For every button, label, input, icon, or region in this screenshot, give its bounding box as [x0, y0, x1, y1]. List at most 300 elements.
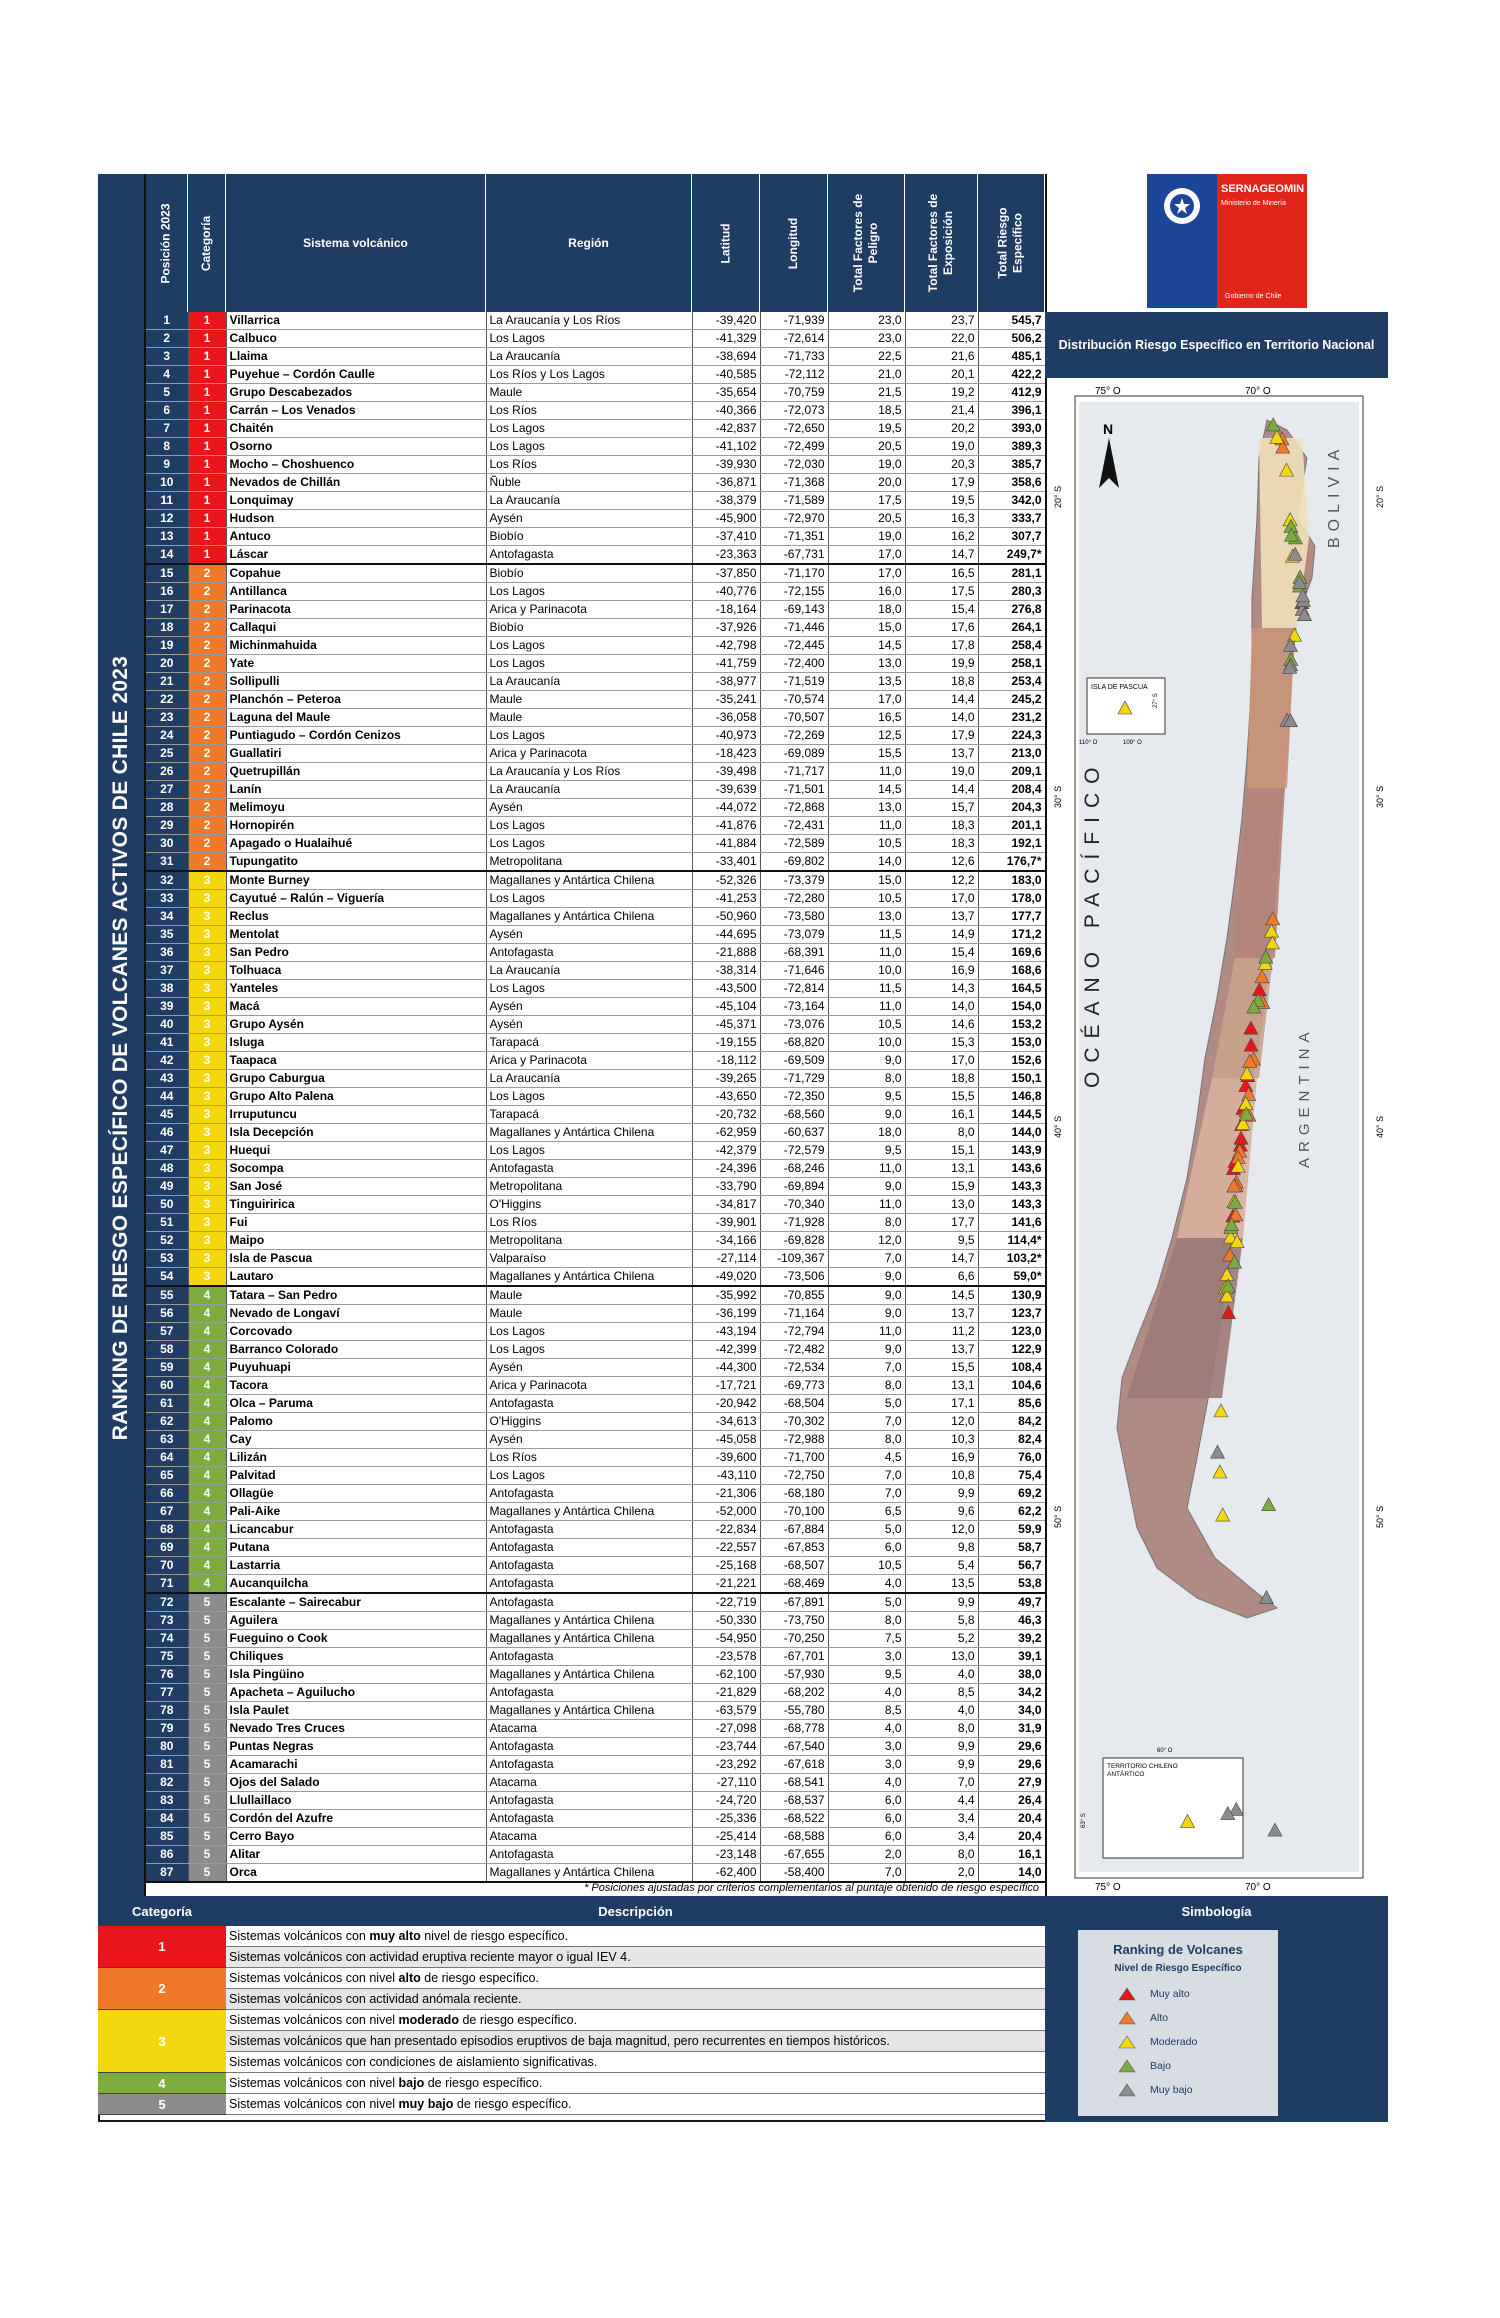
longitude-cell: -69,894 [760, 1178, 828, 1196]
system-name-cell: Fui [226, 1214, 486, 1232]
system-name-cell: Palvitad [226, 1467, 486, 1485]
category-cell: 3 [188, 1088, 226, 1106]
exposure-cell: 15,3 [905, 1034, 978, 1052]
category-cell: 3 [188, 1124, 226, 1142]
longitude-cell: -70,574 [760, 691, 828, 709]
risk-cell: 201,1 [978, 817, 1045, 835]
category-cell: 1 [188, 510, 226, 528]
position-cell: 4 [146, 366, 188, 384]
longitude-cell: -67,618 [760, 1756, 828, 1774]
risk-cell: 342,0 [978, 492, 1045, 510]
exposure-cell: 14,0 [905, 709, 978, 727]
header-region: Región [486, 174, 692, 312]
category-cell: 4 [188, 1539, 226, 1557]
position-cell: 75 [146, 1648, 188, 1666]
category-cell: 4 [188, 1467, 226, 1485]
exposure-cell: 15,4 [905, 601, 978, 619]
category-cell: 2 [188, 709, 226, 727]
longitude-cell: -71,646 [760, 962, 828, 980]
exposure-cell: 9,9 [905, 1485, 978, 1503]
svg-text:50° S: 50° S [1053, 1505, 1063, 1528]
table-row [146, 655, 1045, 673]
longitude-cell: -68,504 [760, 1395, 828, 1413]
position-cell: 48 [146, 1160, 188, 1178]
hazard-cell: 6,5 [828, 1503, 905, 1521]
longitude-cell: -72,073 [760, 402, 828, 420]
document-title-band [98, 174, 146, 1922]
exposure-cell: 17,9 [905, 474, 978, 492]
hazard-cell: 9,0 [828, 1052, 905, 1070]
hazard-cell: 19,0 [828, 528, 905, 546]
table-row [146, 781, 1045, 799]
longitude-cell: -72,269 [760, 727, 828, 745]
hazard-cell: 7,0 [828, 1485, 905, 1503]
system-name-cell: Villarrica [226, 312, 486, 330]
longitude-cell: -73,506 [760, 1268, 828, 1287]
region-cell: Los Lagos [486, 438, 692, 456]
system-name-cell: Osorno [226, 438, 486, 456]
system-name-cell: Grupo Caburgua [226, 1070, 486, 1088]
risk-cell: 164,5 [978, 980, 1045, 998]
position-cell: 7 [146, 420, 188, 438]
latitude-cell: -21,829 [692, 1684, 760, 1702]
longitude-cell: -72,650 [760, 420, 828, 438]
latitude-cell: -40,973 [692, 727, 760, 745]
table-row [146, 1323, 1045, 1341]
risk-cell: 213,0 [978, 745, 1045, 763]
longitude-cell: -71,717 [760, 763, 828, 781]
category-cell: 4 [188, 1503, 226, 1521]
system-name-cell: Hudson [226, 510, 486, 528]
exposure-cell: 4,0 [905, 1702, 978, 1720]
category-cell: 4 [188, 1557, 226, 1575]
system-name-cell: Escalante – Sairecabur [226, 1593, 486, 1612]
position-cell: 51 [146, 1214, 188, 1232]
hazard-cell: 14,5 [828, 781, 905, 799]
latitude-cell: -35,654 [692, 384, 760, 402]
hazard-cell: 23,0 [828, 330, 905, 348]
position-cell: 32 [146, 871, 188, 890]
position-cell: 30 [146, 835, 188, 853]
system-name-cell: Quetrupillán [226, 763, 486, 781]
exposure-cell: 5,8 [905, 1612, 978, 1630]
hazard-cell: 12,0 [828, 1232, 905, 1250]
longitude-cell: -72,750 [760, 1467, 828, 1485]
latitude-cell: -41,253 [692, 890, 760, 908]
position-cell: 52 [146, 1232, 188, 1250]
table-row [146, 871, 1045, 890]
region-cell: Aysén [486, 510, 692, 528]
hazard-cell: 4,0 [828, 1684, 905, 1702]
risk-cell: 169,6 [978, 944, 1045, 962]
table-row [146, 1503, 1045, 1521]
latitude-cell: -43,110 [692, 1467, 760, 1485]
svg-text:30° S: 30° S [1053, 785, 1063, 808]
latitude-cell: -21,306 [692, 1485, 760, 1503]
category-cell: 3 [188, 871, 226, 890]
category-cell: 4 [188, 1431, 226, 1449]
chile-map [1047, 378, 1388, 1896]
hazard-cell: 4,5 [828, 1449, 905, 1467]
risk-cell: 168,6 [978, 962, 1045, 980]
system-name-cell: Reclus [226, 908, 486, 926]
exposure-cell: 16,5 [905, 564, 978, 583]
system-name-cell: Yanteles [226, 980, 486, 998]
latitude-cell: -22,834 [692, 1521, 760, 1539]
longitude-cell: -72,988 [760, 1431, 828, 1449]
exposure-cell: 14,9 [905, 926, 978, 944]
region-cell: Maule [486, 709, 692, 727]
table-row [146, 1810, 1045, 1828]
system-name-cell: Isla Pingüino [226, 1666, 486, 1684]
exposure-cell: 20,3 [905, 456, 978, 474]
latitude-cell: -39,600 [692, 1449, 760, 1467]
table-row [146, 637, 1045, 655]
category-cell: 1 [188, 438, 226, 456]
exposure-cell: 15,1 [905, 1142, 978, 1160]
risk-cell: 358,6 [978, 474, 1045, 492]
position-cell: 85 [146, 1828, 188, 1846]
system-name-cell: Acamarachi [226, 1756, 486, 1774]
system-name-cell: Puntiagudo – Cordón Cenizos [226, 727, 486, 745]
region-cell: Magallanes y Antártica Chilena [486, 1702, 692, 1720]
position-cell: 87 [146, 1864, 188, 1883]
latitude-cell: -62,959 [692, 1124, 760, 1142]
table-row [146, 1593, 1045, 1612]
exposure-cell: 14,7 [905, 1250, 978, 1268]
category-cell: 1 [188, 330, 226, 348]
category-cell: 4 [188, 1359, 226, 1377]
table-row [146, 908, 1045, 926]
legend-category-5: 5 [98, 2094, 226, 2115]
map-title: Distribución Riesgo Específico en Territorio Nacional [1045, 312, 1388, 378]
category-cell: 3 [188, 890, 226, 908]
category-cell: 3 [188, 998, 226, 1016]
longitude-cell: -72,431 [760, 817, 828, 835]
system-name-cell: Calbuco [226, 330, 486, 348]
risk-cell: 280,3 [978, 583, 1045, 601]
exposure-cell: 16,2 [905, 528, 978, 546]
position-cell: 16 [146, 583, 188, 601]
position-cell: 11 [146, 492, 188, 510]
risk-cell: 31,9 [978, 1720, 1045, 1738]
risk-cell: 176,7* [978, 853, 1045, 872]
exposure-cell: 18,8 [905, 1070, 978, 1088]
longitude-cell: -72,482 [760, 1341, 828, 1359]
risk-cell: 150,1 [978, 1070, 1045, 1088]
longitude-cell: -72,499 [760, 438, 828, 456]
system-name-cell: Tinguiririca [226, 1196, 486, 1214]
system-name-cell: Sollipulli [226, 673, 486, 691]
category-cell: 5 [188, 1864, 226, 1883]
system-name-cell: Láscar [226, 546, 486, 565]
longitude-cell: -71,170 [760, 564, 828, 583]
category-cell: 4 [188, 1377, 226, 1395]
position-cell: 38 [146, 980, 188, 998]
category-cell: 3 [188, 1034, 226, 1052]
latitude-cell: -37,850 [692, 564, 760, 583]
longitude-cell: -60,637 [760, 1124, 828, 1142]
exposure-cell: 22,0 [905, 330, 978, 348]
risk-cell: 20,4 [978, 1810, 1045, 1828]
table-row [146, 1052, 1045, 1070]
category-cell: 3 [188, 1250, 226, 1268]
risk-cell: 123,0 [978, 1323, 1045, 1341]
table-row [146, 330, 1045, 348]
exposure-cell: 14,4 [905, 781, 978, 799]
table-row [146, 709, 1045, 727]
risk-cell: 82,4 [978, 1431, 1045, 1449]
position-cell: 43 [146, 1070, 188, 1088]
longitude-cell: -68,180 [760, 1485, 828, 1503]
hazard-cell: 20,5 [828, 438, 905, 456]
position-cell: 83 [146, 1792, 188, 1810]
category-cell: 2 [188, 637, 226, 655]
system-name-cell: Michinmahuida [226, 637, 486, 655]
system-name-cell: Llullaillaco [226, 1792, 486, 1810]
hazard-cell: 11,0 [828, 1160, 905, 1178]
table-row [146, 1575, 1045, 1594]
hazard-cell: 18,0 [828, 601, 905, 619]
header-system: Sistema volcánico [226, 174, 486, 312]
longitude-cell: -71,939 [760, 312, 828, 330]
exposure-cell: 14,0 [905, 998, 978, 1016]
hazard-cell: 9,0 [828, 1286, 905, 1305]
system-name-cell: Pali-Aike [226, 1503, 486, 1521]
risk-cell: 264,1 [978, 619, 1045, 637]
header-category: Categoría [188, 174, 226, 312]
latitude-cell: -18,112 [692, 1052, 760, 1070]
exposure-cell: 21,6 [905, 348, 978, 366]
exposure-cell: 4,4 [905, 1792, 978, 1810]
longitude-cell: -71,368 [760, 474, 828, 492]
risk-cell: 84,2 [978, 1413, 1045, 1431]
system-name-cell: Yate [226, 655, 486, 673]
legend-description: Sistemas volcánicos con actividad eruptiva reciente mayor o igual IEV 4. [226, 1947, 1045, 1968]
longitude-cell: -68,588 [760, 1828, 828, 1846]
hazard-cell: 9,5 [828, 1088, 905, 1106]
latitude-cell: -38,314 [692, 962, 760, 980]
region-cell: Antofagasta [486, 1846, 692, 1864]
risk-cell: 192,1 [978, 835, 1045, 853]
category-cell: 5 [188, 1756, 226, 1774]
longitude-cell: -67,853 [760, 1539, 828, 1557]
hazard-cell: 11,0 [828, 763, 905, 781]
hazard-cell: 20,0 [828, 474, 905, 492]
table-row [146, 1467, 1045, 1485]
longitude-cell: -69,143 [760, 601, 828, 619]
table-row [146, 817, 1045, 835]
symbology-item: Moderado [1078, 2030, 1278, 2054]
position-cell: 49 [146, 1178, 188, 1196]
risk-cell: 143,6 [978, 1160, 1045, 1178]
region-cell: Antofagasta [486, 1521, 692, 1539]
hazard-cell: 2,0 [828, 1846, 905, 1864]
risk-cell: 143,3 [978, 1196, 1045, 1214]
latitude-cell: -50,960 [692, 908, 760, 926]
risk-cell: 506,2 [978, 330, 1045, 348]
exposure-cell: 12,0 [905, 1413, 978, 1431]
latitude-cell: -21,888 [692, 944, 760, 962]
table-row [146, 1106, 1045, 1124]
region-cell: Antofagasta [486, 1756, 692, 1774]
latitude-cell: -34,817 [692, 1196, 760, 1214]
exposure-cell: 16,1 [905, 1106, 978, 1124]
table-row [146, 1666, 1045, 1684]
hazard-cell: 11,5 [828, 926, 905, 944]
risk-cell: 62,2 [978, 1503, 1045, 1521]
table-row [146, 1305, 1045, 1323]
system-name-cell: Tupungatito [226, 853, 486, 872]
legend-category-3: 3 [98, 2010, 226, 2073]
category-cell: 1 [188, 402, 226, 420]
risk-cell: 108,4 [978, 1359, 1045, 1377]
system-name-cell: Isla de Pascua [226, 1250, 486, 1268]
risk-cell: 20,4 [978, 1828, 1045, 1846]
category-cell: 5 [188, 1648, 226, 1666]
exposure-cell: 16,3 [905, 510, 978, 528]
longitude-cell: -72,030 [760, 456, 828, 474]
region-cell: O'Higgins [486, 1413, 692, 1431]
longitude-cell: -72,814 [760, 980, 828, 998]
latitude-cell: -45,900 [692, 510, 760, 528]
category-cell: 5 [188, 1720, 226, 1738]
position-cell: 3 [146, 348, 188, 366]
latitude-cell: -22,557 [692, 1539, 760, 1557]
position-cell: 18 [146, 619, 188, 637]
latitude-cell: -24,720 [692, 1792, 760, 1810]
position-cell: 41 [146, 1034, 188, 1052]
longitude-cell: -72,445 [760, 637, 828, 655]
position-cell: 12 [146, 510, 188, 528]
category-cell: 5 [188, 1630, 226, 1648]
category-cell: 2 [188, 619, 226, 637]
position-cell: 45 [146, 1106, 188, 1124]
latitude-cell: -41,102 [692, 438, 760, 456]
legend-category-2: 2 [98, 1968, 226, 2010]
hazard-cell: 9,0 [828, 1305, 905, 1323]
longitude-cell: -72,534 [760, 1359, 828, 1377]
hazard-cell: 13,0 [828, 655, 905, 673]
svg-text:Ministerio de Minería: Ministerio de Minería [1221, 200, 1286, 207]
region-cell: Los Lagos [486, 1142, 692, 1160]
position-cell: 15 [146, 564, 188, 583]
system-name-cell: Lonquimay [226, 492, 486, 510]
hazard-cell: 19,5 [828, 420, 905, 438]
region-cell: Tarapacá [486, 1034, 692, 1052]
risk-cell: 224,3 [978, 727, 1045, 745]
chile-flag-logo-icon [1147, 174, 1307, 308]
latitude-cell: -38,977 [692, 673, 760, 691]
longitude-cell: -68,541 [760, 1774, 828, 1792]
region-cell: O'Higgins [486, 1196, 692, 1214]
system-name-cell: Tatara – San Pedro [226, 1286, 486, 1305]
longitude-cell: -71,733 [760, 348, 828, 366]
hazard-cell: 5,0 [828, 1395, 905, 1413]
hazard-cell: 21,5 [828, 384, 905, 402]
region-cell: Maule [486, 1305, 692, 1323]
system-name-cell: Irruputuncu [226, 1106, 486, 1124]
table-row [146, 601, 1045, 619]
risk-cell: 171,2 [978, 926, 1045, 944]
category-cell: 2 [188, 817, 226, 835]
legend-category-1: 1 [98, 1926, 226, 1968]
position-cell: 53 [146, 1250, 188, 1268]
region-cell: Antofagasta [486, 1485, 692, 1503]
region-cell: Atacama [486, 1828, 692, 1846]
latitude-cell: -44,695 [692, 926, 760, 944]
exposure-cell: 12,0 [905, 1521, 978, 1539]
longitude-cell: -70,340 [760, 1196, 828, 1214]
latitude-cell: -49,020 [692, 1268, 760, 1287]
position-cell: 22 [146, 691, 188, 709]
latitude-cell: -36,058 [692, 709, 760, 727]
latitude-cell: -62,100 [692, 1666, 760, 1684]
system-name-cell: Huequi [226, 1142, 486, 1160]
region-cell: Aysén [486, 799, 692, 817]
region-cell: Arica y Parinacota [486, 1052, 692, 1070]
table-row [146, 1232, 1045, 1250]
position-cell: 13 [146, 528, 188, 546]
position-cell: 35 [146, 926, 188, 944]
latitude-cell: -52,000 [692, 1503, 760, 1521]
longitude-cell: -72,970 [760, 510, 828, 528]
table-row [146, 1142, 1045, 1160]
region-cell: Los Ríos [486, 1214, 692, 1232]
system-name-cell: Copahue [226, 564, 486, 583]
position-cell: 84 [146, 1810, 188, 1828]
category-cell: 4 [188, 1323, 226, 1341]
system-name-cell: Grupo Alto Palena [226, 1088, 486, 1106]
region-cell: Aysén [486, 1359, 692, 1377]
position-cell: 80 [146, 1738, 188, 1756]
system-name-cell: Barranco Colorado [226, 1341, 486, 1359]
longitude-cell: -71,446 [760, 619, 828, 637]
latitude-cell: -41,759 [692, 655, 760, 673]
hazard-cell: 4,0 [828, 1774, 905, 1792]
exposure-cell: 6,6 [905, 1268, 978, 1287]
longitude-cell: -68,560 [760, 1106, 828, 1124]
risk-cell: 46,3 [978, 1612, 1045, 1630]
exposure-cell: 8,0 [905, 1124, 978, 1142]
region-cell: Los Lagos [486, 980, 692, 998]
category-cell: 1 [188, 348, 226, 366]
category-cell: 1 [188, 384, 226, 402]
exposure-cell: 19,2 [905, 384, 978, 402]
system-name-cell: Macá [226, 998, 486, 1016]
category-cell: 3 [188, 926, 226, 944]
exposure-cell: 17,6 [905, 619, 978, 637]
table-row [146, 1431, 1045, 1449]
hazard-cell: 6,0 [828, 1792, 905, 1810]
region-cell: Antofagasta [486, 1738, 692, 1756]
hazard-cell: 11,0 [828, 944, 905, 962]
risk-cell: 59,0* [978, 1268, 1045, 1287]
category-cell: 3 [188, 1268, 226, 1287]
legend-description: Sistemas volcánicos con muy alto nivel de riesgo específico. [226, 1926, 1045, 1947]
exposure-cell: 15,4 [905, 944, 978, 962]
system-name-cell: Ollagüe [226, 1485, 486, 1503]
table-row [146, 1557, 1045, 1575]
risk-cell: 34,0 [978, 1702, 1045, 1720]
system-name-cell: Isluga [226, 1034, 486, 1052]
latitude-cell: -18,164 [692, 601, 760, 619]
category-cell: 2 [188, 583, 226, 601]
system-name-cell: Melimoyu [226, 799, 486, 817]
system-name-cell: Aucanquilcha [226, 1575, 486, 1594]
region-cell: Los Lagos [486, 1341, 692, 1359]
system-name-cell: Laguna del Maule [226, 709, 486, 727]
